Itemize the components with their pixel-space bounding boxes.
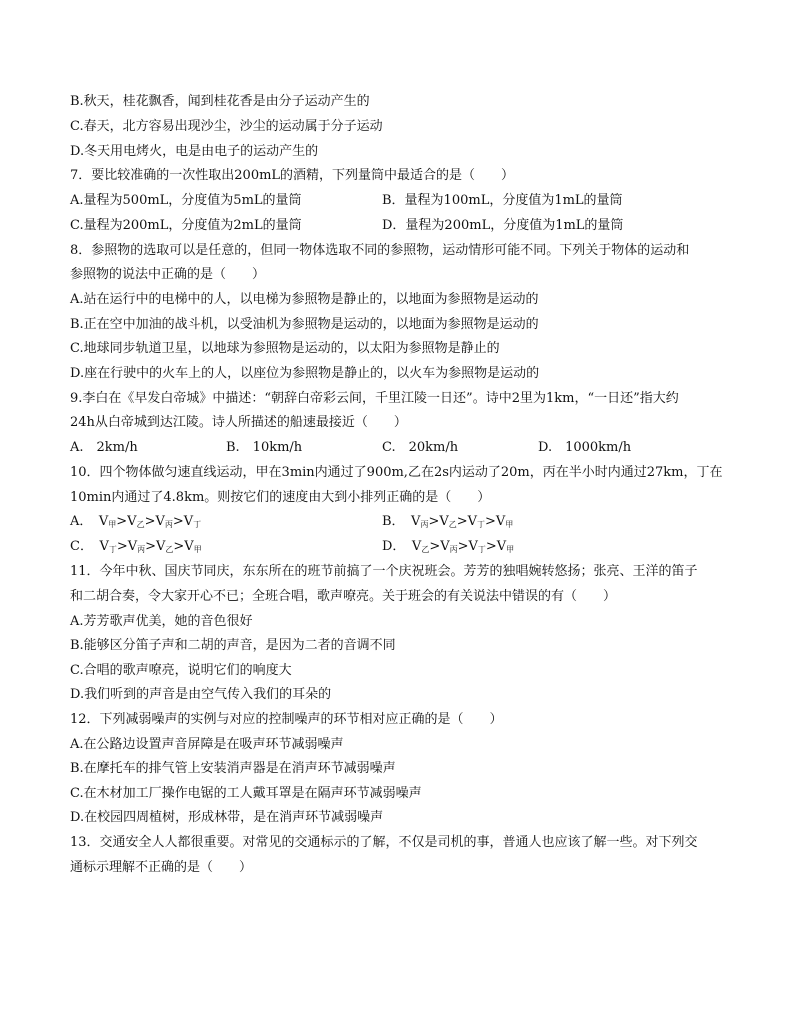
q13-stem-line2: 通标示理解不正确的是（ ） [70, 860, 253, 875]
q10-b-sub: 丁 [477, 520, 486, 529]
q6-option-d: D.冬天用电烤火，电是由电子的运动产生的 [70, 144, 319, 159]
q6-option-c: C.春天，北方容易出现沙尘，沙尘的运动属于分子运动 [70, 119, 383, 134]
q10-d-sub: 甲 [506, 545, 515, 554]
q6-option-b: B.秋天，桂花飘香，闻到桂花香是由分子运动产生的 [70, 94, 370, 109]
q10-a-text: >V [144, 514, 165, 529]
q8-option-c: C.地球同步轨道卫星，以地球为参照物是运动的，以太阳为参照物是静止的 [70, 341, 500, 356]
q10-a-sub: 乙 [136, 520, 145, 529]
q11-option-b: B.能够区分笛子声和二胡的声音，是因为二者的音调不同 [70, 638, 396, 653]
q10-b-text: >V [456, 514, 478, 529]
q7-option-b: B．量程为100mL，分度值为1mL的量筒 [382, 193, 623, 208]
q13-stem-line1: 13．交通安全人人都很重要。对常见的交通标示的了解，不仅是司机的事，普通人也应该了解一些。对下列交 [70, 835, 698, 850]
q9-option-b: B. 10km/h [226, 440, 303, 455]
q10-b-text: >V [428, 514, 449, 529]
q9-stem-line1: 9.李白在《早发白帝城》中描述：“朝辞白帝彩云间，千里江陵一日还”。诗中2里为1km，“一日还”指大约 [70, 391, 679, 406]
q10-a-sub: 甲 [108, 520, 117, 529]
q9-option-d: D. 1000km/h [538, 440, 632, 455]
q10-d-text: >V [485, 539, 507, 554]
q12-option-d: D.在校园四周植树，形成林带，是在消声环节减弱噪声 [70, 810, 384, 825]
q11-stem-line1: 11．今年中秋、国庆节同庆，东东所在的班节前搞了一个庆祝班会。芳芳的独唱婉转悠扬；张亮、王洋的笛子 [70, 564, 698, 579]
q10-d-sub: 丁 [477, 545, 486, 554]
q10-b-sub: 乙 [448, 520, 457, 529]
q7-option-c: C.量程为200mL，分度值为2mL的量筒 [70, 218, 302, 233]
q10-a-text: >V [116, 514, 137, 529]
q10-option-a [70, 513, 201, 534]
q10-option-c [70, 538, 202, 559]
q11-option-a: A.芳芳歌声优美，她的音色很好 [70, 614, 253, 629]
q10-stem-line1: 10．四个物体做匀速直线运动，甲在3min内通过了900m,乙在2s内运动了20m，丙在半小时内通过27km，丁在 [70, 465, 723, 480]
q7-option-a: A.量程为500mL，分度值为5mL的量筒 [70, 193, 302, 208]
q10-option-d [382, 538, 514, 559]
q10-b-text: >V [485, 514, 506, 529]
q10-d-sub: 丙 [449, 545, 458, 554]
q10-c-text: C． V [70, 539, 109, 554]
q11-option-d: D.我们听到的声音是由空气传入我们的耳朵的 [70, 687, 332, 702]
q8-option-a: A.站在运行中的电梯中的人，以电梯为参照物是静止的，以地面为参照物是运动的 [70, 292, 539, 307]
q10-c-text: >V [145, 539, 166, 554]
q10-d-sub: 乙 [421, 545, 430, 554]
q10-option-b [382, 513, 513, 534]
q12-option-c: C.在木材加工厂操作电锯的工人戴耳罩是在隔声环节减弱噪声 [70, 786, 422, 801]
q9-option-a: A. 2km/h [70, 440, 138, 455]
q11-option-c: C.合唱的歌声嘹亮，说明它们的响度大 [70, 663, 292, 678]
q9-option-c: C. 20km/h [382, 440, 459, 455]
q10-c-sub: 乙 [165, 545, 174, 554]
q8-stem-line1: 8．参照物的选取可以是任意的，但同一物体选取不同的参照物，运动情形可能不同。下列关于物体的运动和 [70, 243, 690, 258]
q10-c-sub: 丁 [108, 545, 117, 554]
q10-b-sub: 丙 [420, 520, 429, 529]
q10-d-text: D． V [382, 539, 422, 554]
q11-stem-line2: 和二胡合奏，令大家开心不已；全班合唱，歌声嘹亮。关于班会的有关说法中错误的有（ ） [70, 589, 617, 604]
q7-option-d: D．量程为200mL，分度值为1mL的量筒 [382, 218, 624, 233]
q10-c-sub: 丙 [137, 545, 146, 554]
q10-d-text: >V [429, 539, 450, 554]
q8-option-b: B.正在空中加油的战斗机，以受油机为参照物是运动的，以地面为参照物是运动的 [70, 317, 539, 332]
q7-stem: 7．要比较准确的一次性取出200mL的酒精，下列量筒中最适合的是（ ） [70, 168, 515, 183]
q12-option-b: B.在摩托车的排气管上安装消声器是在消声环节减弱噪声 [70, 761, 396, 776]
q10-a-sub: 丁 [193, 520, 202, 529]
q8-option-d: D.座在行驶中的火车上的人，以座位为参照物是静止的，以火车为参照物是运动的 [70, 366, 540, 381]
q10-c-sub: 甲 [193, 545, 202, 554]
q10-b-sub: 甲 [505, 520, 514, 529]
q10-c-text: >V [173, 539, 194, 554]
q10-a-text: A． V [70, 514, 109, 529]
q12-option-a: A.在公路边设置声音屏障是在吸声环节减弱噪声 [70, 737, 344, 752]
q10-c-text: >V [116, 539, 138, 554]
q12-stem: 12．下列减弱噪声的实例与对应的控制噪声的环节相对应正确的是（ ） [70, 712, 503, 727]
q10-b-text: B． V [382, 514, 421, 529]
q10-a-text: >V [172, 514, 194, 529]
q9-stem-line2: 24h从白帝城到达江陵。诗人所描述的船速最接近（ ） [70, 415, 407, 430]
q10-a-sub: 丙 [164, 520, 173, 529]
q10-d-text: >V [457, 539, 478, 554]
q8-stem-line2: 参照物的说法中正确的是（ ） [70, 267, 266, 282]
q10-stem-line2: 10min内通过了4.8km。则按它们的速度由大到小排列正确的是（ ） [70, 490, 491, 505]
